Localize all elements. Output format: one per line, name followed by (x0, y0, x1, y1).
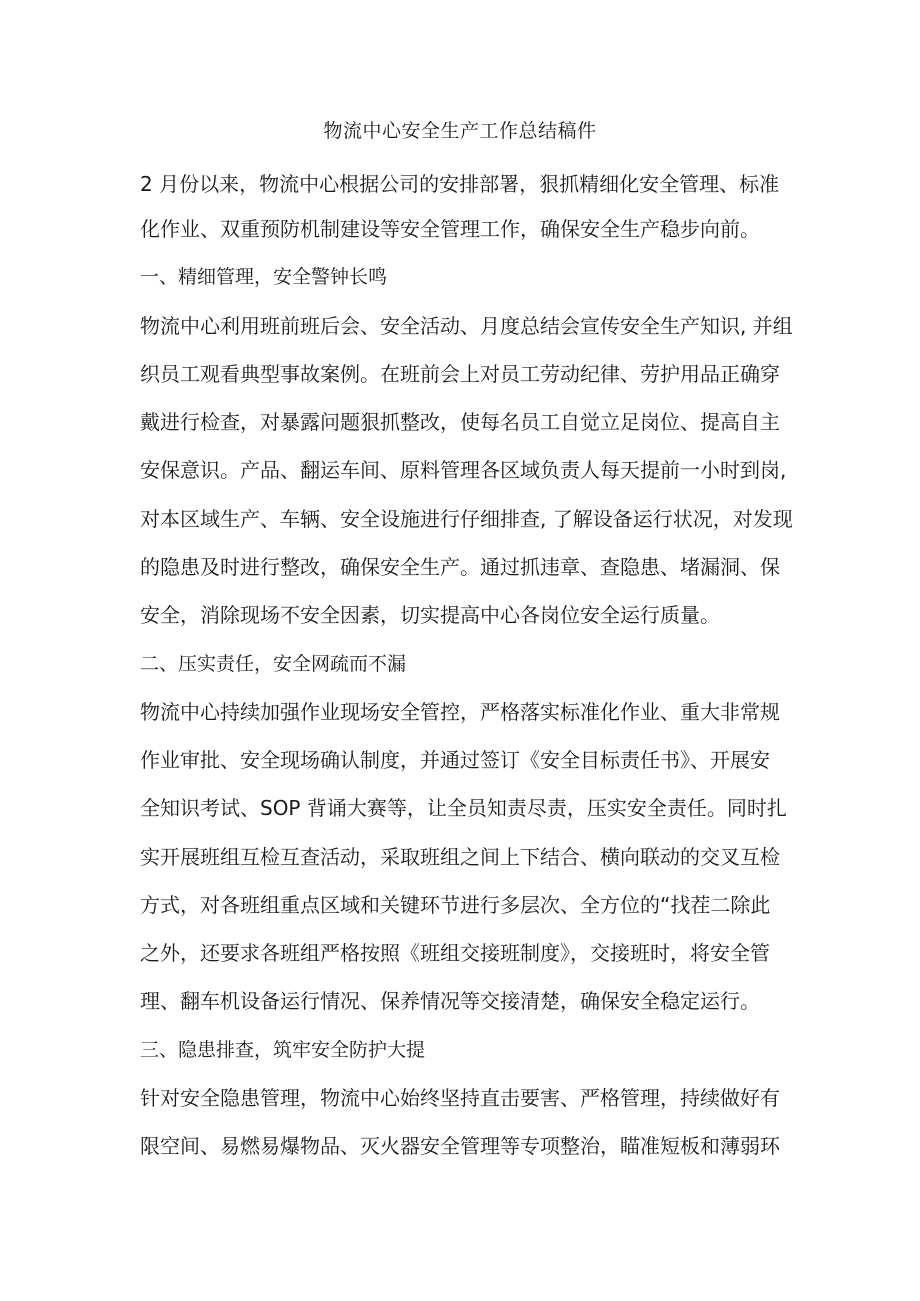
paragraph-line: 戴进行检查，对暴露问题狠抓整改，使每名员工自觉立足岗位、提高自主 (140, 410, 780, 434)
paragraph-line: 全知识考试、SOP 背诵大赛等，让全员知责尽责，压实安全责任。同时扎 (140, 796, 787, 820)
paragraph-line: 安全，消除现场不安全因素，切实提高中心各岗位安全运行质量。 (140, 603, 720, 627)
paragraph-line: 的隐患及时进行整改，确保安全生产。通过抓违章、查隐患、堵漏洞、保 (140, 555, 780, 579)
section-heading-3: 三、隐患排查，筑牢安全防护大提 (140, 1039, 426, 1061)
paragraph-line: 作业审批、安全现场确认制度，并通过签订《安全目标责任书》、开展安 (140, 748, 770, 772)
paragraph-line: 实开展班组互检互查活动，采取班组之间上下结合、横向联动的交叉互检 (140, 845, 780, 869)
document-title: 物流中心安全生产工作总结稿件 (323, 120, 597, 142)
paragraph-line: 方式，对各班组重点区域和关键环节进行多层次、全方位的“找茬二除此 (140, 893, 771, 917)
paragraph-line: 物流中心持续加强作业现场安全管控，严格落实标准化作业、重大非常规 (140, 700, 780, 724)
paragraph-line: 针对安全隐患管理，物流中心始终坚持直击要害、严格管理，持续做好有 (140, 1086, 780, 1110)
section-heading-2: 二、压实责任，安全网疏而不漏 (140, 653, 407, 675)
paragraph-line: 安保意识。产品、翻运车间、原料管理各区域负责人每天提前一小时到岗, (140, 458, 787, 482)
paragraph-line: 限空间、易燃易爆物品、灭火器安全管理等专项整治，瞄准短板和薄弱环 (140, 1134, 780, 1158)
paragraph-line: 理、翻车机设备运行情况、保养情况等交接清楚，确保安全稳定运行。 (140, 989, 760, 1013)
paragraph-line: 2 月份以来，物流中心根据公司的安排部署，狠抓精细化安全管理、标准 (140, 172, 780, 196)
paragraph-line: 织员工观看典型事故案例。在班前会上对员工劳动纪律、劳护用品正确穿 (140, 362, 780, 386)
paragraph-line: 化作业、双重预防机制建设等安全管理工作，确保安全生产稳步向前。 (140, 217, 760, 241)
paragraph-line: 对本区域生产、车辆、安全设施进行仔细排查, 了解设备运行状况，对发现 (140, 507, 793, 531)
paragraph-line: 之外，还要求各班组严格按照《班组交接班制度》，交接班时，将安全管 (140, 941, 770, 965)
section-heading-1: 一、精细管理，安全警钟长鸣 (140, 266, 388, 288)
paragraph-line: 物流中心利用班前班后会、安全活动、月度总结会宣传安全生产知识, 并组 (140, 314, 793, 338)
